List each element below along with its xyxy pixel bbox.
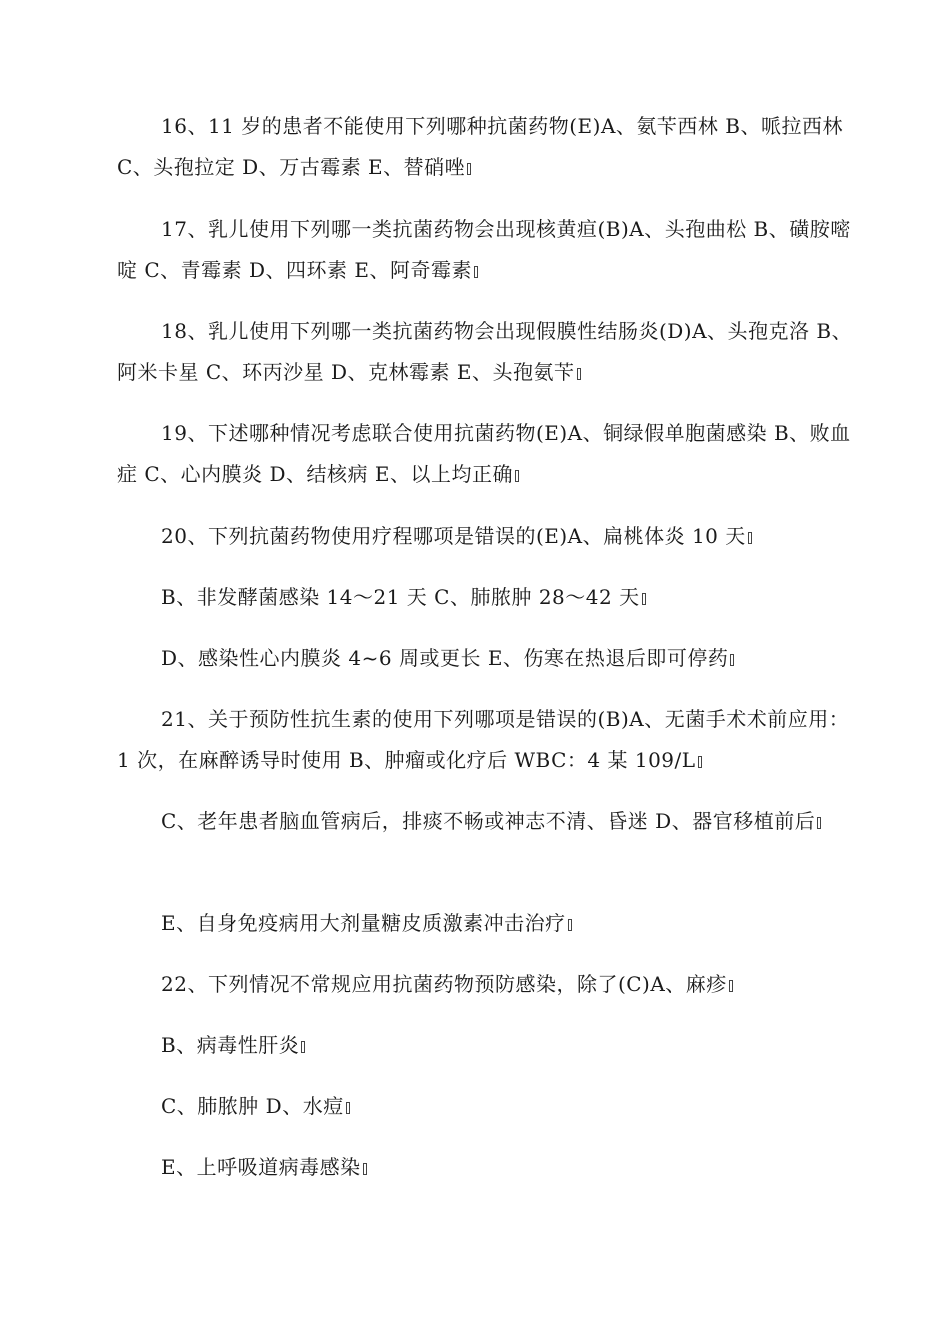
paragraph-text: D、感染性心内膜炎 4~6 周或更长 E、伤寒在热退后即可停药: [161, 646, 729, 670]
paragraph-text: C、老年患者脑血管病后，排痰不畅或神志不清、昏迷 D、器官移植前后: [161, 809, 816, 833]
question-17: [117, 209, 857, 291]
placeholder-glyph-icon: [577, 368, 581, 380]
question-22-options-c-d: [117, 1086, 857, 1127]
question-22-option-b: [117, 1025, 857, 1066]
placeholder-glyph-icon: [730, 654, 734, 666]
paragraph-text: 21、关于预防性抗生素的使用下列哪项是错误的(B)A、无菌手术术前应用：1 次，在麻醉诱导时使用 B、肿瘤或化疗后 WBC：4 某 109/L: [117, 707, 850, 772]
placeholder-glyph-icon: [729, 980, 733, 992]
paragraph-text: 22、下列情况不常规应用抗菌药物预防感染，除了(C)A、麻疹: [161, 972, 727, 996]
placeholder-glyph-icon: [301, 1041, 305, 1053]
question-20-options-b-c: [117, 577, 857, 618]
paragraph-text: B、非发酵菌感染 14～21 天 C、肺脓肿 28～42 天: [161, 585, 640, 609]
placeholder-glyph-icon: [363, 1163, 367, 1175]
question-22-option-e: [117, 1147, 857, 1188]
paragraph-text: 16、11 岁的患者不能使用下列哪种抗菌药物(E)A、氨苄西林 B、哌拉西林 C、头孢拉定 D、万古霉素 E、替硝唑: [117, 114, 843, 179]
paragraph-text: E、上呼吸道病毒感染: [161, 1155, 361, 1179]
placeholder-glyph-icon: [467, 163, 471, 175]
paragraph-text: 19、下述哪种情况考虑联合使用抗菌药物(E)A、铜绿假单胞菌感染 B、败血症 C、心内膜炎 D、结核病 E、以上均正确: [117, 421, 851, 486]
paragraph-text: B、病毒性肝炎: [161, 1033, 300, 1057]
placeholder-glyph-icon: [474, 266, 478, 278]
paragraph-text: E、自身免疫病用大剂量糖皮质激素冲击治疗: [161, 911, 566, 935]
paragraph-text: 17、乳儿使用下列哪一类抗菌药物会出现核黄疸(B)A、头孢曲松 B、磺胺嘧啶 C、青霉素 D、四环素 E、阿奇霉素: [117, 217, 851, 282]
placeholder-glyph-icon: [515, 470, 519, 482]
question-19: [117, 413, 857, 495]
placeholder-glyph-icon: [346, 1102, 350, 1114]
placeholder-glyph-icon: [642, 593, 646, 605]
question-21-option-e: [117, 903, 857, 944]
paragraph-text: C、肺脓肿 D、水痘: [161, 1094, 344, 1118]
placeholder-glyph-icon: [698, 756, 702, 768]
question-20-options-d-e: [117, 638, 857, 679]
placeholder-glyph-icon: [568, 919, 572, 931]
question-20: [117, 516, 857, 557]
paragraph-text: 20、下列抗菌药物使用疗程哪项是错误的(E)A、扁桃体炎 10 天: [161, 524, 746, 548]
question-21-options-c-d: [117, 801, 857, 842]
placeholder-glyph-icon: [817, 817, 821, 829]
placeholder-glyph-icon: [748, 532, 752, 544]
question-22: [117, 964, 857, 1005]
paragraph-text: 18、乳儿使用下列哪一类抗菌药物会出现假膜性结肠炎(D)A、头孢克洛 B、阿米卡星 C、环丙沙星 D、克林霉素 E、头孢氨苄: [117, 319, 853, 384]
question-21: [117, 699, 857, 781]
question-16: [117, 106, 857, 188]
question-18: [117, 311, 857, 393]
